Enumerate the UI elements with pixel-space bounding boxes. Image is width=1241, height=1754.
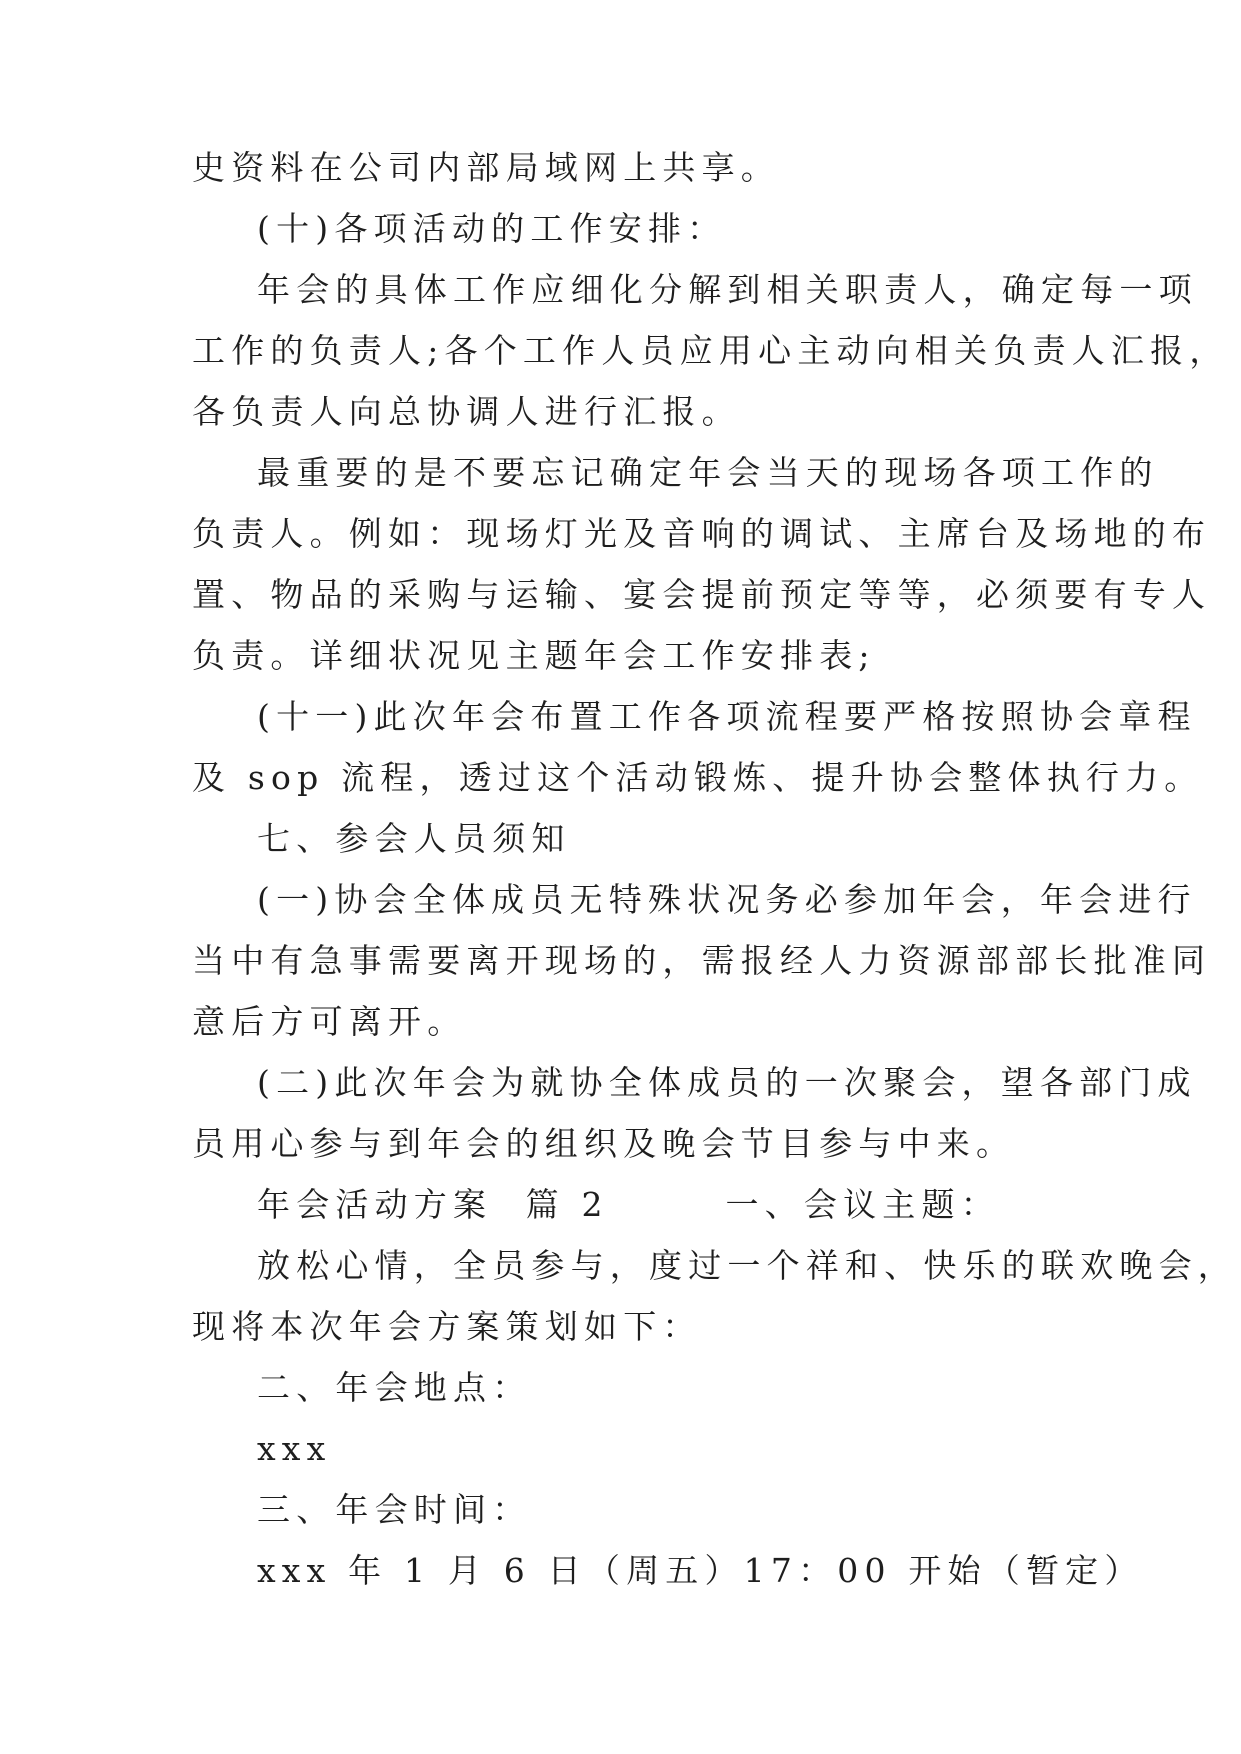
- text-line: 二、年会地点：: [257, 1368, 532, 1407]
- text-line: 当中有急事需要离开现场的，需报经人力资源部部长批准同: [192, 941, 1212, 980]
- text-line: 各负责人向总协调人进行汇报。: [192, 392, 741, 431]
- text-line: 及 sop 流程，透过这个活动锻炼、提升协会整体执行力。: [192, 758, 1204, 797]
- text-line: 意后方可离开。: [192, 1002, 467, 1041]
- text-line: 七、参会人员须知: [257, 819, 571, 858]
- text-line: (二)此次年会为就协全体成员的一次聚会，望各部门成: [257, 1063, 1197, 1102]
- text-line: 放松心情，全员参与，度过一个祥和、快乐的联欢晚会，: [257, 1246, 1237, 1285]
- text-line: xxx: [257, 1429, 332, 1468]
- text-line: 负责。详细状况见主题年会工作安排表;: [192, 636, 876, 675]
- text-line: 三、年会时间：: [257, 1490, 532, 1529]
- text-line: 年会活动方案 篇 2 一、会议主题：: [257, 1185, 1000, 1224]
- text-line: (十)各项活动的工作安排：: [257, 209, 727, 248]
- text-line: 现将本次年会方案策划如下：: [192, 1307, 702, 1346]
- text-line: (一)协会全体成员无特殊状况务必参加年会，年会进行: [257, 880, 1197, 919]
- text-line: 工作的负责人;各个工作人员应用心主动向相关负责人汇报，: [192, 331, 1229, 370]
- text-line: 年会的具体工作应细化分解到相关职责人，确定每一项: [257, 270, 1198, 309]
- text-line: 最重要的是不要忘记确定年会当天的现场各项工作的: [257, 453, 1159, 492]
- text-line: 负责人。例如：现场灯光及音响的调试、主席台及场地的布: [192, 514, 1212, 553]
- text-line: 员用心参与到年会的组织及晚会节目参与中来。: [192, 1124, 1016, 1163]
- text-line: (十一)此次年会布置工作各项流程要严格按照协会章程: [257, 697, 1197, 736]
- text-line: xxx 年 1 月 6 日（周五）17：00 开始（暂定）: [257, 1551, 1144, 1590]
- text-line: 置、物品的采购与运输、宴会提前预定等等，必须要有专人: [192, 575, 1212, 614]
- text-line: 史资料在公司内部局域网上共享。: [192, 148, 780, 187]
